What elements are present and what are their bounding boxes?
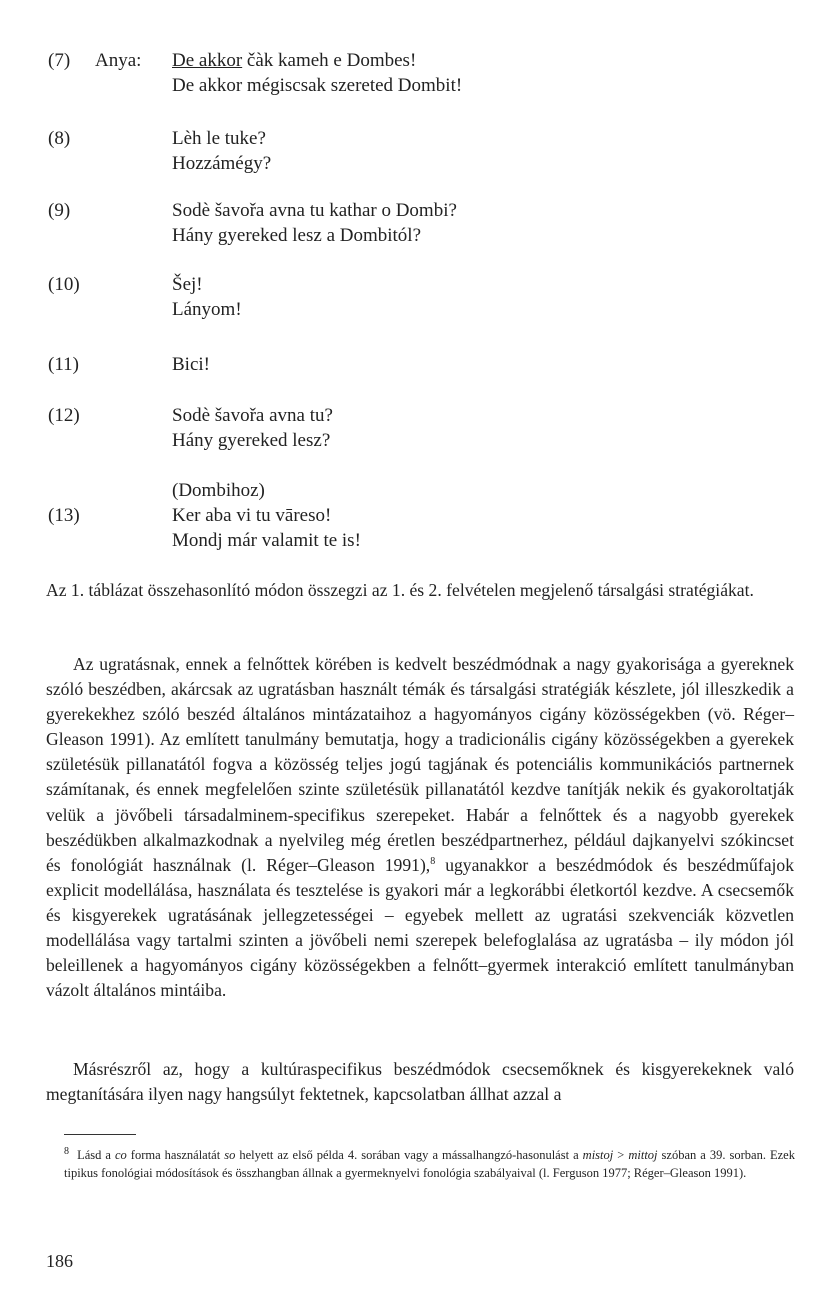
footnote-divider xyxy=(64,1134,136,1135)
example-number: (7) xyxy=(48,50,71,71)
example-line-hungarian: Lányom! xyxy=(172,299,242,320)
footnote-8: $^8$ Lásd a co forma használatát so helyett az első példa 4. sorában vagy a mássalhangzó-hasonulást a mistoj > mittoj szóban a 39. sorban. Ezek tipikus fonológiai módosítások és összhangban állnak a gyermeknyelvi fonológia szabályaival (l. Ferguson 1977; Réger–Gleason 1991). xyxy=(64,1145,795,1180)
paragraph-culture-specific: Másrészről az, hogy a kultúraspecifikus beszédmódok csecsemőknek és kisgyerekeknek való megtanítására ilyen nagy hangsúlyt fektetnek, kapcsolatban állhat azzal a xyxy=(46,1059,794,1105)
example-line-hungarian: Mondj már valamit te is! xyxy=(172,530,361,551)
example-line-hungarian: Hány gyereked lesz a Dombitól? xyxy=(172,225,422,246)
example-number: (9) xyxy=(48,200,71,221)
underlined-phrase: De akkor xyxy=(172,50,243,71)
example-line-hungarian: De akkor mégiscsak szereted Dombit! xyxy=(172,75,463,96)
speaker-label: Anya: xyxy=(95,50,142,71)
example-line-romani: Sodè šavořa avna tu kathar o Dombi? xyxy=(172,200,457,221)
example-number: (10) xyxy=(48,274,80,295)
paragraph-teasing: Az ugratásnak, ennek a felnőttek körében is kedvelt beszédmódnak a nagy gyakorisága a gyereknek szóló beszédben, akárcsak az ugratásban használt témák és társalgási stratégiák készlete, jól illeszkedik a gyerekekhez szóló beszéd általános mintázataihoz a hagyományos cigány közösségekben (vö. Réger–Gleason 1991). Az említett tanulmány bemutatja, hogy a tradicionális cigány közösségekben a gyerekek születésük pillanatától fogva a közösség teljes jogú tagjának és potenciális kommunikációs partnernek számítanak, és ennek megfelelően szinte születésük pillanatától kezdve tanítják nekik és gyakoroltatják velük a jövőbeli társadalminem-specifikus szerepeket. Habár a felnőttek és a nagyobb gyerekek beszédükben alkalmazkodnak a nyelvileg még éretlen beszédpartnerhez, például dajkanyelvi szókincset és fonológiát használnak (l. Réger–Gleason 1991),$^8$ ugyanakkor a beszédmódok és beszédműfajok explicit modellálása, használata és tesztelése is gyakori már a legkorábbi életkortól kezdve. A csecsemők és kisgyerekek ugratásának jellegzetességei – egyebek mellett az ugratási szekvenciák közvetlen modellálása vagy tartalmi szinten a jövőbeli nemi szerepek belefoglalása az ugratásba – ily módon jól beleillenek a hagyományos cigány közösségekben a felnőtt–gyermek interakció említett tanulmányban vázolt általános mintáiba. xyxy=(46,654,794,1001)
example-line-romani: De akkor čàk kameh e Dombes! xyxy=(172,50,417,71)
example-number: (8) xyxy=(48,128,71,149)
example-line-romani: Bici! xyxy=(172,354,210,375)
example-line-hungarian: Hozzámégy? xyxy=(172,153,272,174)
example-number: (12) xyxy=(48,405,80,426)
example-number: (11) xyxy=(48,354,79,375)
stage-direction: (Dombihoz) xyxy=(172,480,265,501)
example-number: (13) xyxy=(48,505,80,526)
example-line-romani: Ker aba vi tu vāreso! xyxy=(172,505,332,526)
paragraph-table-summary: Az 1. táblázat összehasonlító módon összegzi az 1. és 2. felvételen megjelenő társalgási stratégiákat. xyxy=(46,580,754,600)
example-line-romani: Šej! xyxy=(172,274,203,295)
page-number: 186 xyxy=(46,1251,73,1271)
example-line-romani: Sodè šavořa avna tu? xyxy=(172,405,333,426)
example-line-hungarian: Hány gyereked lesz? xyxy=(172,430,331,451)
footnote-mark: 8 xyxy=(64,1145,69,1157)
example-line-romani: Lèh le tuke? xyxy=(172,128,266,149)
footnote-reference: 8 xyxy=(430,855,436,867)
